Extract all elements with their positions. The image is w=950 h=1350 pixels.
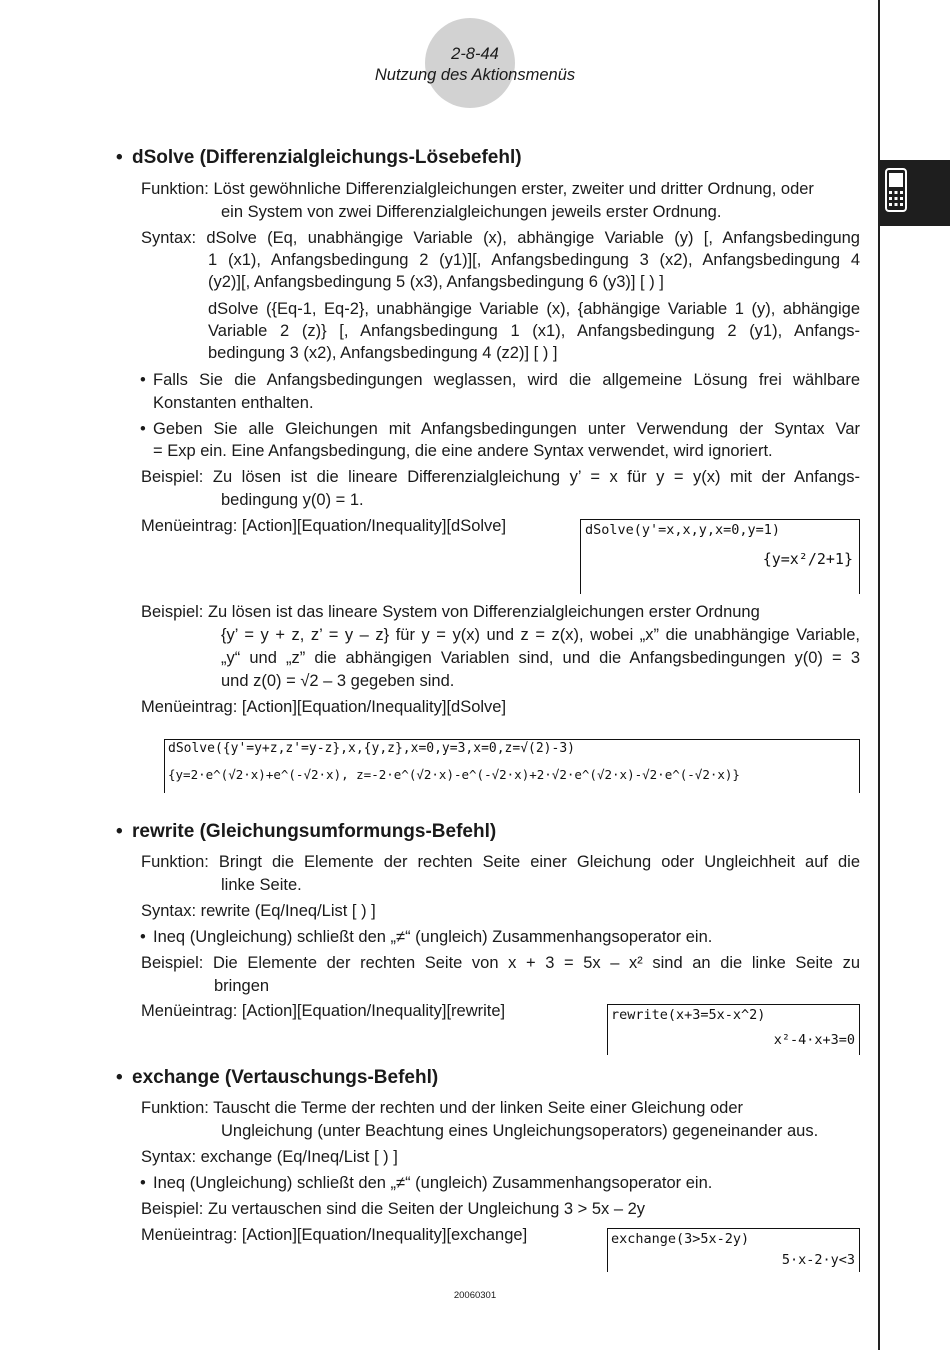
dsolve-syntax-line4: dSolve ({Eq-1, Eq-2}, unabhängige Variable (x), {abhängige Variable 1 (y), abhängige [208,300,860,318]
section-heading-dsolve: • dSolve (Differenzialgleichungs-Lösebefehl) [132,147,522,169]
dsolve-menu-entry1: Menüeintrag: [Action][Equation/Inequality][dSolve] [141,517,507,535]
calculator-icon [885,168,907,212]
dsolve-note2-line1: • Geben Sie alle Gleichungen mit Anfangsbedingungen unter Verwendung der Syntax Var [153,418,860,440]
dsolve-syntax-line2: 1 (x1), Anfangsbedingung 2 (y1)][, Anfangsbedingung 3 (x2), Anfangsbedingung 4 [208,251,860,269]
rewrite-example-line1: Beispiel: Die Elemente der rechten Seite von x + 3 = 5x – x² sind an die linke Seite zu [141,954,860,972]
rewrite-function-line2: linke Seite. [221,876,302,894]
exchange-note: • Ineq (Ungleichung) schließt den „≠“ (ungleich) Zusammenhangsoperator ein. [153,1172,712,1194]
exchange-syntax: Syntax: exchange (Eq/Ineq/List [ ) ] [141,1148,398,1166]
dsolve-function-line2: ein System von zwei Differenzialgleichungen jeweils erster Ordnung. [221,203,722,221]
dsolve-example1-line1: Beispiel: Zu lösen ist die lineare Differenzialgleichung y’ = x für y = y(x) mit der Anfangs- [141,468,860,486]
page-title: Nutzung des Aktionsmenüs [374,66,576,84]
dsolve-screen1 [580,519,860,594]
dsolve-syntax-line3: (y2)][, Anfangsbedingung 5 (x3), Anfangsbedingung 6 (y3)] [ ) ] [208,273,664,291]
dsolve-screen2 [164,739,860,793]
section-heading-rewrite: • rewrite (Gleichungsumformungs-Befehl) [132,821,496,843]
rewrite-syntax: Syntax: rewrite (Eq/Ineq/List [ ) ] [141,902,376,920]
rewrite-note: • Ineq (Ungleichung) schließt den „≠“ (ungleich) Zusammenhangsoperator ein. [153,926,712,948]
page-number: 2-8-44 [451,45,499,63]
section-heading-exchange: • exchange (Vertauschungs-Befehl) [132,1067,438,1089]
exchange-menu-entry: Menüeintrag: [Action][Equation/Inequality][exchange] [141,1226,528,1244]
rewrite-example-line2: bringen [214,977,270,995]
dsolve-note1-line2: Konstanten enthalten. [153,394,314,412]
rewrite-screen-result: x²-4·x+3=0 [773,1032,855,1048]
footer-code: 20060301 [453,1290,497,1301]
exchange-screen-result: 5·x-2·y<3 [781,1252,855,1268]
rewrite-screen-input: rewrite(x+3=5x-x^2) [611,1007,766,1023]
exchange-function-line1: Funktion: Tauscht die Terme der rechten und der linken Seite einer Gleichung oder [141,1099,744,1117]
dsolve-syntax-line5: Variable 2 (z)} [, Anfangsbedingung 1 (x1), Anfangsbedingung 2 (y1), Anfangs- [208,322,860,340]
dsolve-example2-line3: „y“ und „z” die abhängigen Variablen sind, und die Anfangsbedingungen y(0) = 3 [221,649,860,667]
screen2-input: dSolve({y'=y+z,z'=y-z},x,{y,z},x=0,y=3,x=0,z=√(2)-3) [168,741,575,756]
rewrite-menu-entry: Menüeintrag: [Action][Equation/Inequality][rewrite] [141,1002,506,1020]
dsolve-example2-line2: {y’ = y + z, z’ = y – z} für y = y(x) und z = z(x), wobei „x” die unabhängige Variable, [221,626,860,644]
dsolve-note1-line1: • Falls Sie die Anfangsbedingungen weglassen, wird die allgemeine Lösung frei wählbare [153,369,860,391]
rewrite-screen [607,1004,860,1055]
dsolve-syntax-line6: bedingung 3 (x2), Anfangsbedingung 4 (z2)] [ ) ] [208,344,558,362]
exchange-example: Beispiel: Zu vertauschen sind die Seiten der Ungleichung 3 > 5x – 2y [141,1200,646,1218]
dsolve-example2-line1: Beispiel: Zu lösen ist das lineare System von Differenzialgleichungen erster Ordnung [141,603,760,621]
screen1-result: {y=x²/2+1} [762,550,853,568]
dsolve-function-line1: Funktion: Löst gewöhnliche Differenzialgleichungen erster, zweiter und dritter Ordnung, oder [141,180,814,198]
dsolve-menu-entry2: Menüeintrag: [Action][Equation/Inequality][dSolve] [141,698,507,716]
screen1-input: dSolve(y'=x,x,y,x=0,y=1) [585,522,781,538]
dsolve-note2-line2: = Exp ein. Eine Anfangsbedingung, die eine andere Syntax verwendet, wird ignoriert. [153,442,773,460]
exchange-screen-input: exchange(3>5x-2y) [611,1231,750,1247]
dsolve-example2-line4: und z(0) = √2 – 3 gegeben sind. [221,672,455,690]
exchange-screen [607,1228,860,1272]
dsolve-syntax-line1: Syntax: dSolve (Eq, unabhängige Variable (x), abhängige Variable (y) [, Anfangsbedingung [141,229,860,247]
exchange-function-line2: Ungleichung (unter Beachtung eines Ungleichungsoperators) gegeneinander aus. [221,1122,819,1140]
screen2-result: {y=2·e^(√2·x)+e^(-√2·x), z=-2·e^(√2·x)-e^(-√2·x)+2·√2·e^(√2·x)-√2·e^(-√2·x)} [168,767,740,782]
rewrite-function-line1: Funktion: Bringt die Elemente der rechten Seite einer Gleichung oder Ungleichheit auf die [141,853,860,871]
dsolve-example1-line2: bedingung y(0) = 1. [221,491,364,509]
